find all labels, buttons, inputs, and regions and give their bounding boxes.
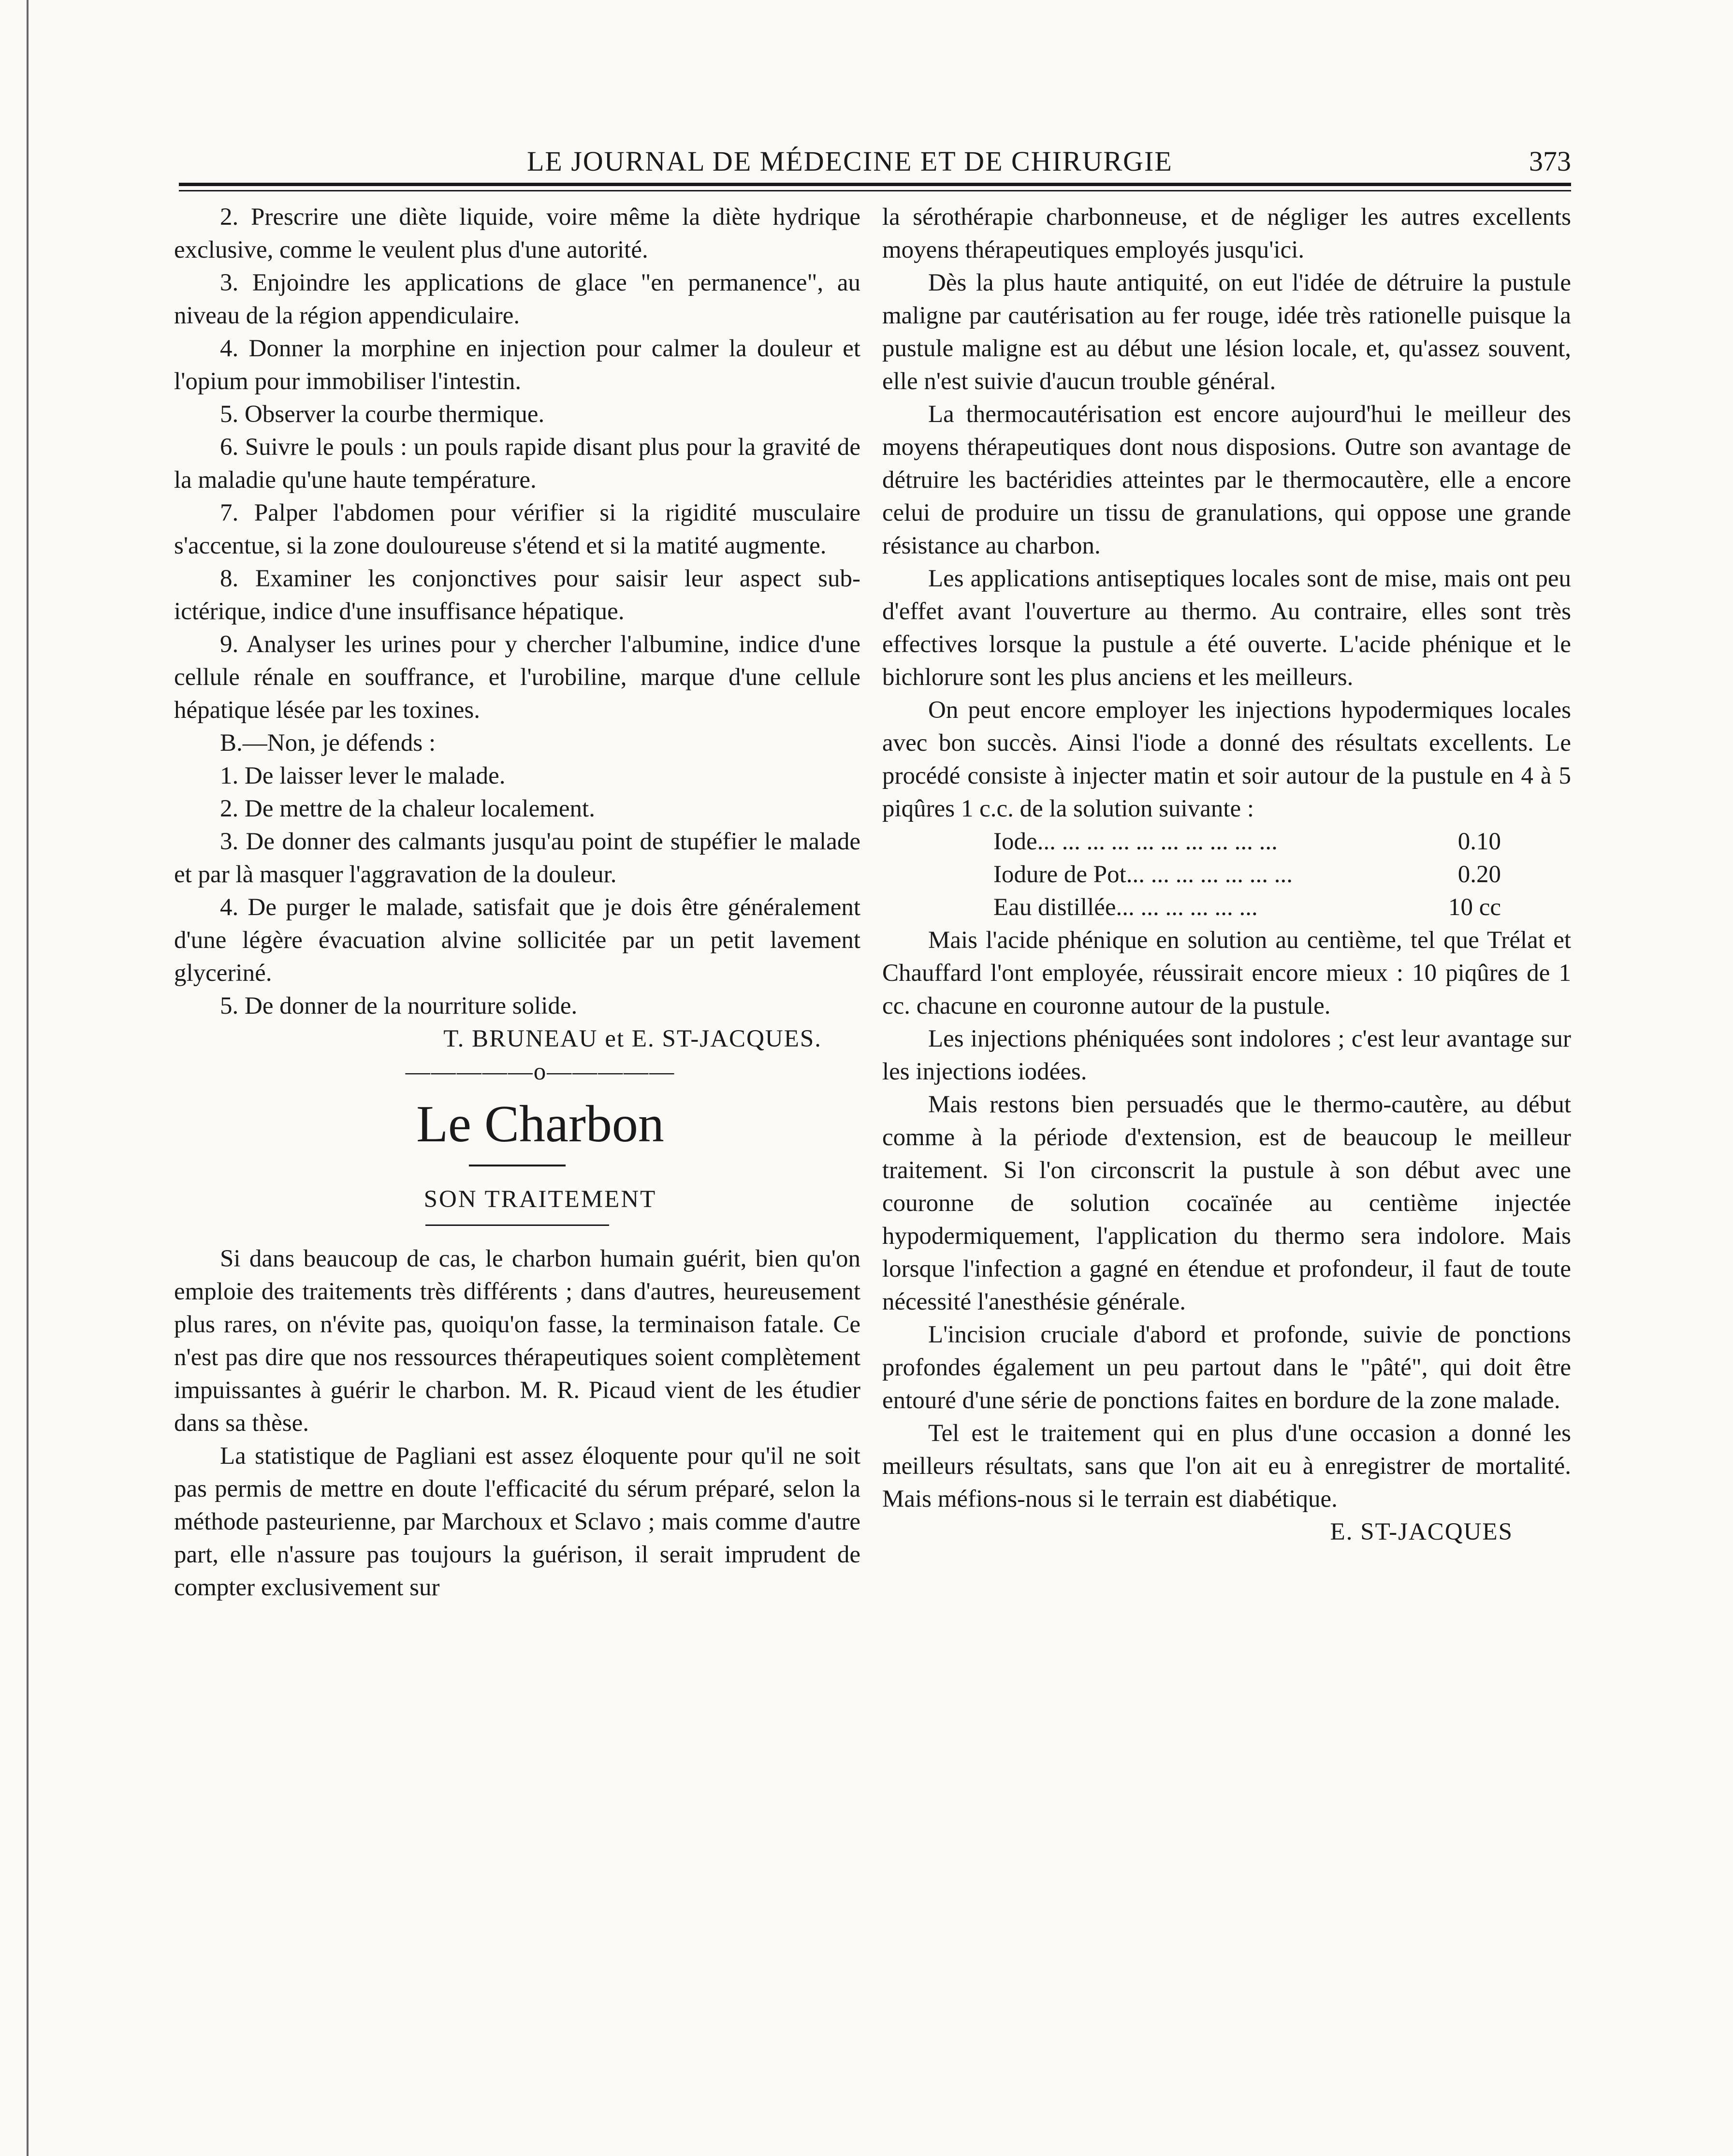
article-paragraph: La thermocautérisation est encore aujourd'hui le meilleur des moyens thérapeutiques dont nous disposions. Outre son avantage de détruire les bactéridies atteintes par le thermocautère, elle a encore celui de produire un tissu de granulations, qui oppose une grande résistance au charbon. <box>882 401 1571 559</box>
article-paragraph: Dès la plus haute antiquité, on eut l'idée de détruire la pustule maligne par cautérisation au fer rouge, idée très rationelle puisque la pustule maligne est au début une lésion locale, et, qu'assez souvent, elle n'est suivie d'aucun trouble général. <box>882 269 1571 395</box>
article-paragraph: L'incision cruciale d'abord et profonde, suivie de ponctions profondes également un peu partout dans le "pâté", qui doit être entouré d'une série de ponctions faites en bordure de la zone malade. <box>882 1321 1571 1414</box>
formula-ingredient: Eau distillée... ... ... ... ... ... <box>993 894 1258 921</box>
list-item: 7. Palper l'abdomen pour vérifier si la rigidité musculaire s'accentue, si la zone douloureuse s'étend et si la matité augmente. <box>174 499 860 559</box>
formula-table <box>993 825 1501 924</box>
list-item: 9. Analyser les urines pour y chercher l'albumine, indice d'une cellule rénale en souffrance, et l'urobiline, marque d'une cellule hépatique lésée par les toxines. <box>174 631 860 724</box>
list-item: 4. Donner la morphine en injection pour calmer la douleur et l'opium pour immobiliser l'intestin. <box>174 335 860 395</box>
article-paragraph: Les applications antiseptiques locales sont de mise, mais ont peu d'effet avant l'ouverture au thermo. Au contraire, elles sont très effectives lorsque la pustule a été ouverte. L'acide phénique et le bichlorure sont les plus anciens et les meilleurs. <box>882 565 1571 691</box>
list-item: 5. De donner de la nourriture solide. <box>220 992 578 1020</box>
article-paragraph: Les injections phéniquées sont indolores ; c'est leur avantage sur les injections iodées. <box>882 1025 1571 1085</box>
section-separator: —————o————— <box>405 1058 675 1085</box>
header-rule-thick <box>179 183 1571 186</box>
formula-row <box>993 825 1501 858</box>
page-number: 373 <box>1529 146 1571 177</box>
article-signature: E. ST-JACQUES <box>1330 1518 1513 1545</box>
list-item: 2. Prescrire une diète liquide, voire même la diète hydrique exclusive, comme le veulent plus d'une autorité. <box>174 204 860 263</box>
formula-quantity: 0.20 <box>1457 861 1501 888</box>
section-heading-b: B.—Non, je défends : <box>220 729 436 757</box>
article-paragraph: On peut encore employer les injections hypodermiques locales avec bon succès. Ainsi l'iode a donné des résultats excellents. Le procédé consiste à injecter matin et soir autour de la pustule en 4 à 5 piqûres 1 c.c. de la solution suivante : <box>882 697 1571 822</box>
list-item: 3. Enjoindre les applications de glace "en permanence", au niveau de la région appendiculaire. <box>174 269 860 329</box>
article-paragraph: La statistique de Pagliani est assez éloquente pour qu'il ne soit pas permis de mettre en doute l'efficacité du sérum préparé, selon la méthode pasteurienne, par Marchoux et Sclavo ; mais comme d'autre part, elle n'assure pas toujours la guérison, il serait imprudent de compter exclusivement sur <box>174 1442 860 1601</box>
right-column <box>882 201 1571 1548</box>
article-signature: T. BRUNEAU et E. ST-JACQUES. <box>443 1025 822 1052</box>
list-item: 6. Suivre le pouls : un pouls rapide disant plus pour la gravité de la maladie qu'une haute température. <box>174 434 860 494</box>
article-paragraph: Tel est le traitement qui en plus d'une occasion a donné les meilleurs résultats, sans que l'on ait eu à enregistrer de mortalité. Mais méfions-nous si le terrain est diabétique. <box>882 1420 1571 1513</box>
list-item: 1. De laisser lever le malade. <box>220 762 506 789</box>
article-paragraph: Si dans beaucoup de cas, le charbon humain guérit, bien qu'on emploie des traitements très différents ; dans d'autres, heureusement plus rares, on n'évite pas, quoiqu'on fasse, la terminaison fatale. Ce n'est pas dire que nos ressources thérapeutiques soient complètement impuissantes à guérir le charbon. M. R. Picaud vient de les étudier dans sa thèse. <box>174 1245 860 1437</box>
page-header <box>179 145 1571 184</box>
list-item: 3. De donner des calmants jusqu'au point de stupéfier le malade et par là masquer l'aggravation de la douleur. <box>174 828 860 888</box>
scan-edge-line <box>27 0 29 2156</box>
article-subtitle: SON TRAITEMENT <box>423 1186 657 1213</box>
list-item: 5. Observer la courbe thermique. <box>220 401 545 428</box>
title-rule <box>469 1165 566 1166</box>
formula-row <box>993 858 1501 891</box>
formula-ingredient: Iodure de Pot... ... ... ... ... ... ... <box>993 861 1293 888</box>
list-item: 8. Examiner les conjonctives pour saisir leur aspect sub-ictérique, indice d'une insuffisance hépatique. <box>174 565 860 625</box>
left-column <box>174 201 860 1604</box>
article-paragraph: Mais l'acide phénique en solution au centième, tel que Trélat et Chauffard l'ont employée, réussirait encore mieux : 10 piqûres de 1 cc. chacune en couronne autour de la pustule. <box>882 927 1571 1020</box>
formula-ingredient: Iode... ... ... ... ... ... ... ... ... ... <box>993 828 1278 855</box>
running-title: LE JOURNAL DE MÉDECINE ET DE CHIRURGIE <box>527 146 1173 177</box>
list-item: 2. De mettre de la chaleur localement. <box>220 795 595 822</box>
subtitle-rule <box>425 1224 609 1226</box>
formula-quantity: 0.10 <box>1457 828 1501 855</box>
formula-row <box>993 891 1501 924</box>
article-paragraph: Mais restons bien persuadés que le thermo-cautère, au début comme à la période d'extension, est de beaucoup le meilleur traitement. Si l'on circonscrit la pustule à son début avec une couronne de solution cocaïnée au centième injectée hypodermiquement, l'application du thermo sera indolore. Mais lorsque l'infection a gagné en étendue et profondeur, il faut de toute nécessité l'anesthésie générale. <box>882 1091 1571 1315</box>
article-title: Le Charbon <box>416 1095 664 1153</box>
header-rule-thin <box>179 190 1571 191</box>
list-item: 4. De purger le malade, satisfait que je dois être généralement d'une légère évacuation alvine sollicitée par un petit lavement glyceriné. <box>174 894 860 987</box>
article-paragraph-continued: la sérothérapie charbonneuse, et de négliger les autres excellents moyens thérapeutiques employés jusqu'ici. <box>882 204 1571 263</box>
formula-quantity: 10 cc <box>1448 894 1501 921</box>
